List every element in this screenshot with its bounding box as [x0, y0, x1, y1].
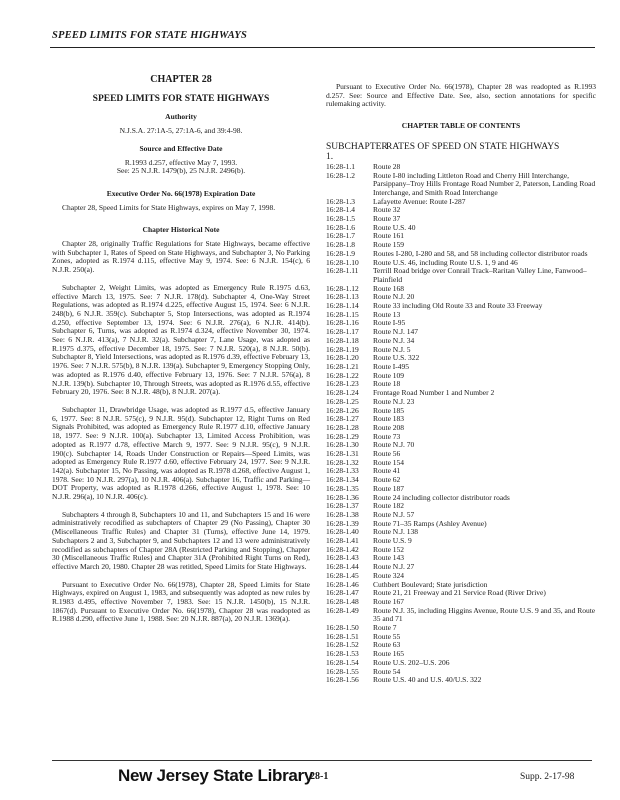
eo-heading: Executive Order No. 66(1978) Expiration Date — [106, 188, 256, 198]
toc-section-title: Route I-80 including Littleton Road and Cherry Hill Interchange, Parsippany–Troy Hills Frontage Road Number 2, Paterson, Landing Road Interchange, and Smith Road Interchange — [373, 170, 596, 197]
toc-section-title: Route 13 — [373, 309, 401, 319]
toc-row — [326, 389, 596, 398]
toc-section-title: Route U.S. 9 — [373, 536, 412, 546]
toc-row — [326, 633, 596, 642]
toc-section-number: 16:28-1.8 — [326, 240, 355, 250]
toc-section-number: 16:28-1.42 — [326, 544, 359, 554]
toc-row — [326, 354, 596, 363]
toc-section-title: Route U.S. 40 — [373, 222, 416, 232]
toc-section-number: 16:28-1.12 — [326, 283, 359, 293]
toc-row — [326, 328, 596, 337]
authority-heading: Authority — [165, 112, 197, 122]
toc-section-title: Route N.J. 23 — [373, 396, 415, 406]
toc-section-title: Route N.J. 27 — [373, 562, 415, 572]
toc-section-number: 16:28-1.13 — [326, 292, 359, 302]
toc-section-number: 16:28-1.54 — [326, 657, 359, 667]
toc-section-number: 16:28-1.10 — [326, 257, 359, 267]
toc-section-number: 16:28-1.40 — [326, 527, 359, 537]
toc-row — [326, 415, 596, 424]
toc-section-title: Route 109 — [373, 370, 405, 380]
toc-section-title: Lafayette Avenue: Route I-287 — [373, 196, 466, 206]
subchapter-title: RATES OF SPEED ON STATE HIGHWAYS — [386, 141, 560, 152]
toc-section-title: Route 161 — [373, 231, 405, 241]
toc-row — [326, 546, 596, 555]
toc-section-number: 16:28-1.48 — [326, 596, 359, 606]
toc-section-title: Route N.J. 20 — [373, 292, 415, 302]
toc-section-number: 16:28-1.32 — [326, 457, 359, 467]
toc-row — [326, 450, 596, 459]
source-line-2: See: 25 N.J.R. 1479(b), 25 N.J.R. 2496(b). — [116, 166, 246, 176]
right-column — [326, 83, 596, 685]
toc-section-title: Frontage Road Number 1 and Number 2 — [373, 388, 495, 398]
toc-section-number: 16:28-1.3 — [326, 196, 355, 206]
toc-section-title: Route 208 — [373, 422, 405, 432]
history-paragraph: Subchapters 4 through 8, Subchapters 10 and 11, and Subchapters 15 and 16 were administratively recodified as subchapters of Chapter 29 (No Passing), Chapter 30 (Miscellaneous Traffic Rules) and Chapter 31 (Turns), effective June 14, 1979. Subchapters 2 and 3, Subchapter 9, and Subchapters 12 and 13 were administratively recodified as subchapters of Chapter 28A (Restricted Parking and Stopping), Chapter 30 (Miscellaneous Traffic Rules) and Chapter 31A (Prohibited Right Turns on Red), effective March 20, 1980. Chapter 28 was retitled, Speed Limits for State Highways. — [52, 509, 310, 571]
toc-section-title: Terrill Road bridge over Conrail Track–Raritan Valley Line, Fanwood–Plainfield — [373, 266, 587, 284]
toc-row — [326, 641, 596, 650]
toc-section-number: 16:28-1.6 — [326, 222, 355, 232]
header-rule — [50, 47, 595, 48]
toc-section-title: Route 63 — [373, 640, 401, 650]
toc-section-number: 16:28-1.2 — [326, 170, 355, 180]
toc-section-title: Route 28 — [373, 161, 401, 171]
toc-section-title: Route N.J. 138 — [373, 527, 418, 537]
toc-row — [326, 319, 596, 328]
toc-row — [326, 346, 596, 355]
toc-section-title: Route 183 — [373, 414, 405, 424]
toc-section-number: 16:28-1.35 — [326, 483, 359, 493]
toc-section-title: Route N.J. 147 — [373, 327, 418, 337]
toc-row — [326, 407, 596, 416]
toc-section-title: Route U.S. 202–U.S. 206 — [373, 657, 450, 667]
authority-text: N.J.S.A. 27:1A-5, 27:1A-6, and 39:4-98. — [119, 126, 243, 136]
toc-list — [326, 163, 596, 685]
toc-row — [326, 302, 596, 311]
toc-section-title: Route U.S. 46, including Route U.S. 1, 9 and 46 — [373, 257, 518, 267]
toc-section-title: Route 152 — [373, 544, 405, 554]
toc-row — [326, 502, 596, 511]
toc-row — [326, 528, 596, 537]
toc-row — [326, 494, 596, 503]
toc-row — [326, 624, 596, 633]
toc-row — [326, 441, 596, 450]
toc-section-number: 16:28-1.7 — [326, 231, 355, 241]
toc-section-title: Route N.J. 70 — [373, 440, 415, 450]
toc-section-title: Route 324 — [373, 570, 405, 580]
toc-section-title: Route 71–35 Ramps (Ashley Avenue) — [373, 518, 487, 528]
toc-row — [326, 676, 596, 685]
toc-row — [326, 607, 596, 624]
toc-section-number: 16:28-1.29 — [326, 431, 359, 441]
toc-section-number: 16:28-1.28 — [326, 422, 359, 432]
running-head: SPEED LIMITS FOR STATE HIGHWAYS — [52, 30, 248, 41]
toc-section-number: 16:28-1.14 — [326, 301, 359, 311]
toc-section-title: Route 7 — [373, 623, 397, 633]
toc-row — [326, 232, 596, 241]
toc-section-title: Route 167 — [373, 596, 405, 606]
toc-section-number: 16:28-1.49 — [326, 605, 359, 615]
toc-section-title: Route 56 — [373, 449, 401, 459]
subchapter-heading — [326, 142, 596, 162]
toc-section-number: 16:28-1.16 — [326, 318, 359, 328]
toc-section-number: 16:28-1.23 — [326, 379, 359, 389]
toc-section-title: Route 41 — [373, 466, 401, 476]
toc-section-title: Route U.S. 322 — [373, 353, 420, 363]
toc-section-number: 16:28-1.22 — [326, 370, 359, 380]
chapter-number: CHAPTER 28 — [150, 74, 212, 85]
source-line-1: R.1993 d.257, effective May 7, 1993. — [124, 157, 238, 167]
toc-section-number: 16:28-1.33 — [326, 466, 359, 476]
toc-row — [326, 285, 596, 294]
toc-row — [326, 424, 596, 433]
toc-section-number: 16:28-1.52 — [326, 640, 359, 650]
history-paragraph: Pursuant to Executive Order No. 66(1978), Chapter 28, Speed Limits for State Highways, expired on August 1, 1983, and subsequently was adopted as new rules by R.1983 d.495, effective November 7, 1983. See: 15 N.J.R. 1450(b), 15 N.J.R. 1867(d). Pursuant to Executive Order No. 66(1978), Chapter 28 was readopted as R.1988 d.290, effective June 1, 1988. See: 20 N.J.R. 887(a), 20 N.J.R. 1369(a). — [52, 579, 310, 624]
toc-section-title: Route 187 — [373, 483, 405, 493]
toc-section-title: Route 73 — [373, 431, 401, 441]
readoption-note: Pursuant to Executive Order No. 66(1978), Chapter 28 was readopted as R.1993 d.257. See: Source and Effective Date. See, also, section annotations for specific rulemaking activity. — [326, 82, 596, 109]
toc-section-number: 16:28-1.43 — [326, 553, 359, 563]
toc-section-number: 16:28-1.5 — [326, 214, 355, 224]
toc-row — [326, 589, 596, 598]
chapter-title: SPEED LIMITS FOR STATE HIGHWAYS — [92, 93, 270, 104]
toc-section-number: 16:28-1.31 — [326, 449, 359, 459]
toc-section-number: 16:28-1.56 — [326, 675, 359, 685]
toc-row — [326, 476, 596, 485]
toc-row — [326, 215, 596, 224]
history-paragraph: Subchapter 11, Drawbridge Usage, was adopted as R.1977 d.5, effective January 6, 1977. See: 8 N.J.R. 575(c), 9 N.J.R. 95(d). Subchapter 12, Right Turns on Red Signals Prohibited, was adopted as Emergency Rule R.1977 d.10, effective January 18, 1977. See: 9 N.J.R. 100(a). Subchapter 13, Limited Access Prohibition, was adopted as R.1977 d.78, effective March 9, 1977. See: 9 N.J.R. 95(c), 9 N.J.R. 190(c). Subchapter 14, Roads Under Construction or Repairs—Speed Limits, was adopted as Emergency Rule R.1977 d.60, effective February 24, 1977. See: 9 N.J.R. 142(a). Subchapter 15, No Passing, was adopted as R.1978 d.268, effective August 1, 1978. See: 10 N.J.R. 297(a), 10 N.J.R. 406(a). Subchapter 16, Traffic and Parking—DOT Property, was adopted as R.1978 d.266, effective August 1, 1978. See: 10 N.J.R. 296(a), 10 N.J.R. 406(c). — [52, 404, 310, 502]
toc-section-title: Route 24 including collector distributor roads — [373, 492, 510, 502]
subchapter-label: SUBCHAPTER 1. — [326, 141, 388, 162]
toc-row — [326, 267, 596, 284]
toc-section-number: 16:28-1.44 — [326, 562, 359, 572]
toc-section-number: 16:28-1.25 — [326, 396, 359, 406]
toc-section-number: 16:28-1.38 — [326, 509, 359, 519]
toc-section-title: Route U.S. 40 and U.S. 40/U.S. 322 — [373, 675, 482, 685]
toc-row — [326, 433, 596, 442]
toc-section-number: 16:28-1.4 — [326, 205, 355, 215]
toc-section-title: Route 182 — [373, 501, 405, 511]
toc-section-title: Cuthbert Boulevard; State jurisdiction — [373, 579, 488, 589]
source-heading: Source and Effective Date — [139, 143, 223, 153]
library-logo: New Jersey State Library — [118, 766, 314, 785]
toc-section-title: Route 165 — [373, 649, 405, 659]
toc-section-number: 16:28-1.47 — [326, 588, 359, 598]
toc-section-number: 16:28-1.27 — [326, 414, 359, 424]
toc-row — [326, 363, 596, 372]
toc-section-number: 16:28-1.53 — [326, 649, 359, 659]
toc-section-title: Route 55 — [373, 631, 401, 641]
toc-row — [326, 467, 596, 476]
toc-section-number: 16:28-1.30 — [326, 440, 359, 450]
toc-row — [326, 554, 596, 563]
toc-section-title: Route 62 — [373, 475, 401, 485]
toc-section-number: 16:28-1.39 — [326, 518, 359, 528]
toc-section-number: 16:28-1.20 — [326, 353, 359, 363]
toc-section-number: 16:28-1.21 — [326, 361, 359, 371]
toc-section-number: 16:28-1.46 — [326, 579, 359, 589]
toc-section-number: 16:28-1.51 — [326, 631, 359, 641]
toc-row — [326, 650, 596, 659]
toc-row — [326, 537, 596, 546]
toc-section-title: Route N.J. 35, including Higgins Avenue, Route U.S. 9 and 35, and Route 35 and 71 — [373, 605, 596, 624]
toc-row — [326, 459, 596, 468]
toc-section-title: Route N.J. 34 — [373, 335, 415, 345]
toc-section-number: 16:28-1.15 — [326, 309, 359, 319]
toc-section-number: 16:28-1.18 — [326, 335, 359, 345]
toc-row — [326, 224, 596, 233]
toc-row — [326, 659, 596, 668]
toc-row — [326, 398, 596, 407]
history-paragraph: Subchapter 2, Weight Limits, was adopted as Emergency Rule R.1975 d.63, effective March 13, 1975. See: 7 N.J.R. 178(d). Subchapter 4, One-Way Street Regulations, was adopted as R.1974 d.225, effective August 15, 1974. See: 6 N.J.R. 248(b), 6 N.J.R. 359(c). Subchapter 5, Stop Intersections, was adopted as R.1974 d.250, effective September 13, 1974. See: 6 N.J.R. 276(a), 6 N.J.R. 414(b). Subchapter 6, Turns, was adopted as R.1974 d.324, effective November 30, 1974. See: 6 N.J.R. 413(a), 7 N.J.R. 32(a). Subchapter 7, Lane Usage, was adopted as R.1975 d.375, effective December 18, 1975. See: 7 N.J.R. 520(a), 8 N.J.R. 50(b). Subchapter 8, Yield Intersections, was adopted as R.1976 d.39, effective February 13, 1976. See: 7 N.J.R. 575(b), 8 N.J.R. 139(a). Subchapter 9, Emergency Stopping Only, was adopted as R.1976 d.40, effective February 13, 1976. See: 7 N.J.R. 576(a), 8 N.J.R. 139(b). Subchapter 10, Through Streets, was adopted as R.1976 d.55, effective February 20, 1976. See: 8 N.J.R. 48(b), 8 N.J.R. 207(a). — [52, 282, 310, 397]
toc-section-number: 16:28-1.36 — [326, 492, 359, 502]
toc-section-title: Route 54 — [373, 666, 401, 676]
toc-row — [326, 198, 596, 207]
toc-section-title: Route 168 — [373, 283, 405, 293]
toc-section-title: Route 185 — [373, 405, 405, 415]
toc-section-number: 16:28-1.19 — [326, 344, 359, 354]
toc-row — [326, 337, 596, 346]
toc-row — [326, 311, 596, 320]
toc-section-title: Routes I-280, I-280 and 58, and 58 including collector distributor roads — [373, 248, 588, 258]
eo-text: Chapter 28, Speed Limits for State Highways, expires on May 7, 1998. — [62, 202, 276, 212]
toc-section-number: 16:28-1.45 — [326, 570, 359, 580]
toc-section-title: Route N.J. 5 — [373, 344, 411, 354]
history-paragraph: Chapter 28, originally Traffic Regulations for State Highways, became effective with Subchapter 1, Rates of Speed on State Highways, and Subchapter 3, No Parking Zones, adopted as R.1974 d.115, effective May 9, 1974. See: 6 N.J.R. 154(c), 6 N.J.R. 250(a). — [52, 239, 310, 275]
page-number: 28-1 — [310, 771, 329, 782]
toc-section-number: 16:28-1.50 — [326, 623, 359, 633]
toc-section-number: 16:28-1.55 — [326, 666, 359, 676]
history-heading: Chapter Historical Note — [142, 225, 220, 235]
toc-section-title: Route 143 — [373, 553, 405, 563]
toc-section-title: Route N.J. 57 — [373, 509, 415, 519]
toc-section-title: Route 21, 21 Freeway and 21 Service Road (River Drive) — [373, 588, 546, 598]
toc-section-title: Route 37 — [373, 214, 401, 224]
left-column — [52, 76, 310, 633]
toc-row — [326, 520, 596, 529]
toc-title: CHAPTER TABLE OF CONTENTS — [401, 121, 521, 131]
toc-section-title: Route I-495 — [373, 361, 410, 371]
footer-rule — [52, 760, 592, 761]
toc-section-number: 16:28-1.37 — [326, 501, 359, 511]
toc-section-number: 16:28-1.24 — [326, 388, 359, 398]
toc-section-number: 16:28-1.11 — [326, 266, 359, 276]
toc-section-number: 16:28-1.17 — [326, 327, 359, 337]
toc-section-number: 16:28-1.34 — [326, 475, 359, 485]
toc-row — [326, 206, 596, 215]
toc-section-title: Route 159 — [373, 240, 405, 250]
toc-section-number: 16:28-1.1 — [326, 161, 355, 171]
toc-section-title: Route 33 including Old Route 33 and Route 33 Freeway — [373, 301, 543, 311]
toc-row — [326, 172, 596, 198]
toc-section-number: 16:28-1.26 — [326, 405, 359, 415]
toc-section-title: Route 32 — [373, 205, 401, 215]
toc-section-title: Route 18 — [373, 379, 401, 389]
toc-row — [326, 372, 596, 381]
toc-row — [326, 563, 596, 572]
toc-section-title: Route I-95 — [373, 318, 406, 328]
toc-section-number: 16:28-1.9 — [326, 248, 355, 258]
toc-section-number: 16:28-1.41 — [326, 536, 359, 546]
toc-section-title: Route 154 — [373, 457, 405, 467]
supplement-date: Supp. 2-17-98 — [520, 772, 575, 782]
